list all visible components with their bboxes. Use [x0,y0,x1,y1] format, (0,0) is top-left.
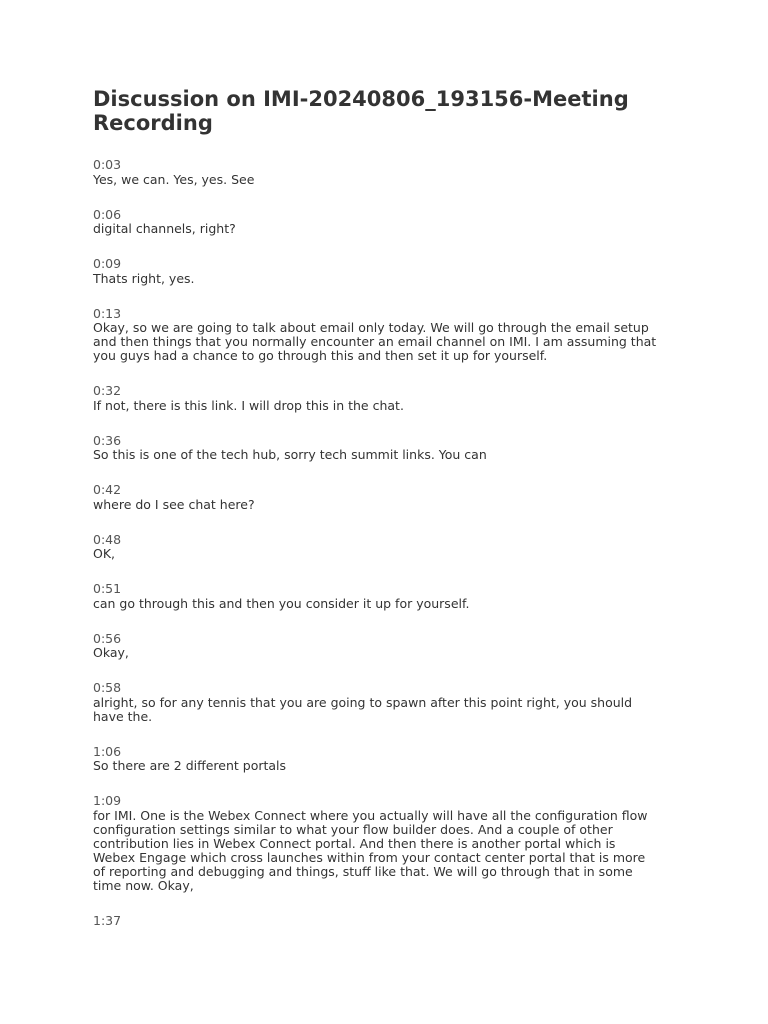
entry-timestamp: 0:51 [93,581,122,596]
transcript-entry [93,208,683,237]
entry-text: where do I see chat here? [93,496,255,512]
transcript-entry [93,384,683,413]
entry-timestamp: 1:09 [93,793,122,808]
entry-text: So this is one of the tech hub, sorry tech summit links. You can [93,447,487,462]
transcript-page [93,87,683,949]
entry-text: alright, so for any tennis that you are going to spawn after this point right, you should have the. [93,694,633,724]
transcript-entry [93,632,683,661]
entry-timestamp: 1:06 [93,743,122,759]
entry-text: Yes, we can. Yes, yes. See [93,171,255,187]
entry-text: So there are 2 different portals [93,758,287,773]
transcript-entry [93,533,683,562]
entry-text: for IMI. One is the Webex Connect where you actually will have all the configuration flow configuration settings similar to what your flow builder does. And a couple of other contribution lies in Webex Connect portal. And then there is another portal which is Webex Engage which cross launches within from your contact center portal that is more of reporting and debugging and things, stuff like that. We will go through that in some time now. Okay, [93,807,648,893]
entry-timestamp: 0:03 [93,157,122,172]
transcript-entry [93,681,683,724]
entry-text: digital channels, right? [93,221,236,236]
entry-timestamp: 0:58 [93,680,122,695]
entry-text: Thats right, yes. [93,270,195,286]
entry-timestamp: 1:37 [93,912,122,928]
entry-text: can go through this and then you consider it up for yourself. [93,595,470,611]
entry-timestamp: 0:09 [93,256,122,271]
entry-timestamp: 0:06 [93,206,122,222]
transcript-entry [93,257,683,286]
entry-text: If not, there is this link. I will drop this in the chat. [93,397,404,413]
entry-timestamp: 0:32 [93,383,122,398]
transcript-entry [93,483,683,512]
transcript-entry [93,914,683,929]
entry-timestamp: 0:56 [93,630,122,646]
transcript-entry [93,307,683,364]
entry-text: Okay, [93,645,129,660]
entry-text: OK, [93,546,116,561]
entry-timestamp: 0:36 [93,432,122,448]
transcript-entry [93,158,683,187]
entry-timestamp: 0:13 [93,305,122,321]
transcript-entry [93,582,683,611]
transcript-entries [93,158,683,928]
entry-timestamp: 0:48 [93,531,122,547]
entry-timestamp: 0:42 [93,482,122,497]
transcript-entry [93,434,683,463]
entry-text: Okay, so we are going to talk about email only today. We will go through the email setup and then things that you normally encounter an email channel on IMI. I am assuming that you guys had a chance to go through this and then set it up for yourself. [93,320,657,363]
transcript-entry [93,794,683,893]
document-title: Discussion on IMI-20240806_193156-Meeting Recording [93,87,629,135]
transcript-entry [93,745,683,774]
